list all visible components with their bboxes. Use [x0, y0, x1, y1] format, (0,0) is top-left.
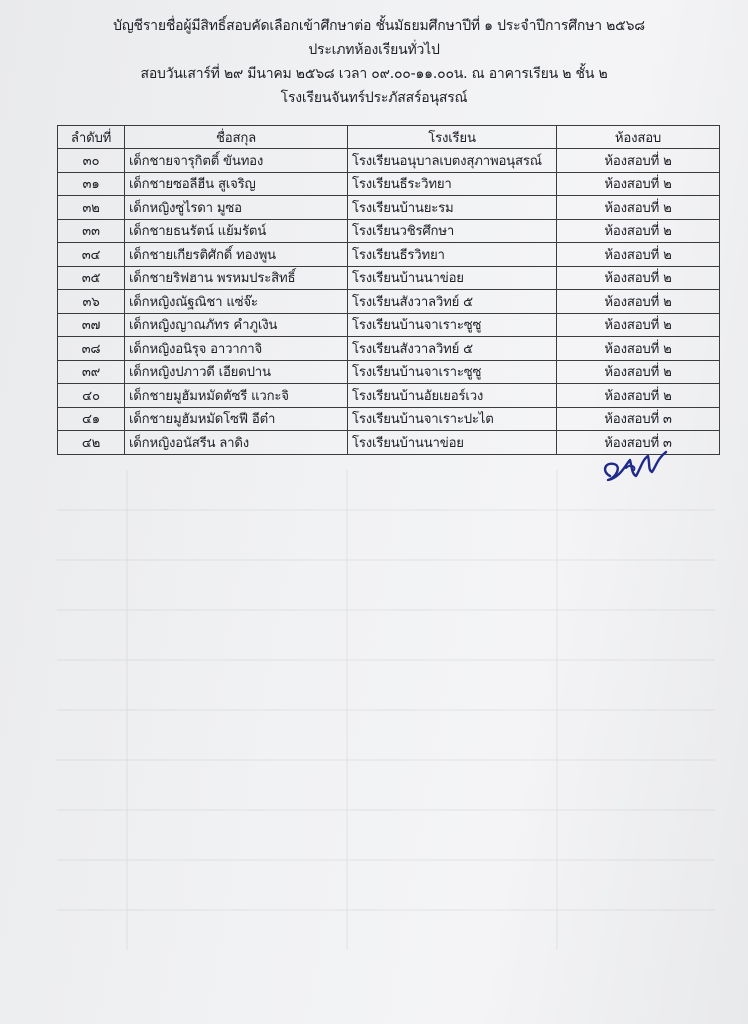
table-row — [58, 384, 720, 408]
cell-room: ห้องสอบที่ ๒ — [557, 149, 720, 173]
cell-number: ๓๐ — [58, 149, 125, 173]
cell-room: ห้องสอบที่ ๓ — [557, 431, 720, 455]
cell-school: โรงเรียนบ้านยะรม — [348, 196, 557, 220]
table-row — [58, 243, 720, 267]
cell-school: โรงเรียนบ้านจาเราะปะไต — [348, 407, 557, 431]
cell-number: ๓๒ — [58, 196, 125, 220]
table-row — [58, 196, 720, 220]
cell-number: ๔๑ — [58, 407, 125, 431]
column-header-number: ลำดับที่ — [58, 126, 125, 149]
candidate-table — [57, 125, 720, 455]
cell-number: ๔๒ — [58, 431, 125, 455]
cell-name: เด็กชายมูฮัมหมัดโซฟี อีต๋า — [125, 407, 348, 431]
cell-name: เด็กชายจารุกิตติ์ ขันทอง — [125, 149, 348, 173]
cell-room: ห้องสอบที่ ๒ — [557, 290, 720, 314]
cell-number: ๓๘ — [58, 337, 125, 361]
cell-room: ห้องสอบที่ ๒ — [557, 360, 720, 384]
cell-number: ๓๑ — [58, 172, 125, 196]
title-line-1: บัญชีรายชื่อผู้มีสิทธิ์สอบคัดเลือกเข้าศึกษาต่อ ชั้นมัธยมศึกษาปีที่ ๑ ประจำปีการศึกษา ๒๕๖๘ — [113, 18, 645, 34]
table-row — [58, 337, 720, 361]
cell-school: โรงเรียนบ้านนาข่อย — [348, 431, 557, 455]
cell-number: ๓๖ — [58, 290, 125, 314]
cell-room: ห้องสอบที่ ๒ — [557, 384, 720, 408]
cell-room: ห้องสอบที่ ๓ — [557, 407, 720, 431]
table-row — [58, 266, 720, 290]
column-header-name: ชื่อสกุล — [125, 126, 348, 149]
cell-school: โรงเรียนวชิรศึกษา — [348, 219, 557, 243]
table-row — [58, 360, 720, 384]
cell-room: ห้องสอบที่ ๒ — [557, 219, 720, 243]
cell-school: โรงเรียนธีระวิทยา — [348, 172, 557, 196]
cell-number: ๔๐ — [58, 384, 125, 408]
cell-name: เด็กชายริฟฮาน พรหมประสิทธิ์ — [125, 266, 348, 290]
cell-name: เด็กหญิงณัฐณิชา แซ่จ๊ะ — [125, 290, 348, 314]
cell-number: ๓๙ — [58, 360, 125, 384]
table-header-row — [58, 126, 720, 149]
cell-name: เด็กชายซอลีฮีน สูเจริญ — [125, 172, 348, 196]
cell-name: เด็กหญิงซูไรดา มูซอ — [125, 196, 348, 220]
cell-name: เด็กชายเกียรติศักดิ์ ทองพูน — [125, 243, 348, 267]
cell-number: ๓๕ — [58, 266, 125, 290]
cell-room: ห้องสอบที่ ๒ — [557, 266, 720, 290]
table-row — [58, 313, 720, 337]
table-row — [58, 219, 720, 243]
cell-school: โรงเรียนบ้านจาเราะซูซู — [348, 313, 557, 337]
title-line-2: ประเภทห้องเรียนทั่วไป — [308, 42, 440, 58]
cell-school: โรงเรียนบ้านนาข่อย — [348, 266, 557, 290]
document-header — [0, 14, 748, 110]
cell-name: เด็กชายธนรัตน์ แย้มรัตน์ — [125, 219, 348, 243]
cell-school: โรงเรียนธีรวิทยา — [348, 243, 557, 267]
bleed-through-table-lines — [57, 470, 715, 970]
cell-room: ห้องสอบที่ ๒ — [557, 196, 720, 220]
cell-school: โรงเรียนบ้านอัยเยอร์เวง — [348, 384, 557, 408]
table-row — [58, 149, 720, 173]
title-line-4: โรงเรียนจันทร์ประภัสสร์อนุสรณ์ — [280, 90, 468, 106]
cell-name: เด็กหญิงญาณภัทร คำภูเงิน — [125, 313, 348, 337]
cell-school: โรงเรียนบ้านจาเราะซูซู — [348, 360, 557, 384]
table-row — [58, 407, 720, 431]
cell-school: โรงเรียนสังวาลวิทย์ ๕ — [348, 290, 557, 314]
cell-room: ห้องสอบที่ ๒ — [557, 243, 720, 267]
signature — [596, 438, 676, 490]
cell-name: เด็กหญิงอนัสรีน ลาดิง — [125, 431, 348, 455]
title-line-3: สอบวันเสาร์ที่ ๒๙ มีนาคม ๒๕๖๘ เวลา ๐๙.๐๐-๑๑.๐๐น. ณ อาคารเรียน ๒ ชั้น ๒ — [140, 66, 608, 82]
cell-room: ห้องสอบที่ ๒ — [557, 337, 720, 361]
cell-name: เด็กหญิงปภาวดี เอียดปาน — [125, 360, 348, 384]
column-header-school: โรงเรียน — [348, 126, 557, 149]
cell-number: ๓๔ — [58, 243, 125, 267]
cell-name: เด็กชายมูฮัมหมัดตัซรี แวกะจิ — [125, 384, 348, 408]
table-row — [58, 172, 720, 196]
cell-number: ๓๓ — [58, 219, 125, 243]
column-header-room: ห้องสอบ — [557, 126, 720, 149]
cell-name: เด็กหญิงอนิรุจ อาวากาจิ — [125, 337, 348, 361]
table-row — [58, 290, 720, 314]
cell-school: โรงเรียนอนุบาลเบตงสุภาพอนุสรณ์ — [348, 149, 557, 173]
cell-school: โรงเรียนสังวาลวิทย์ ๕ — [348, 337, 557, 361]
cell-number: ๓๗ — [58, 313, 125, 337]
cell-room: ห้องสอบที่ ๒ — [557, 313, 720, 337]
cell-room: ห้องสอบที่ ๒ — [557, 172, 720, 196]
